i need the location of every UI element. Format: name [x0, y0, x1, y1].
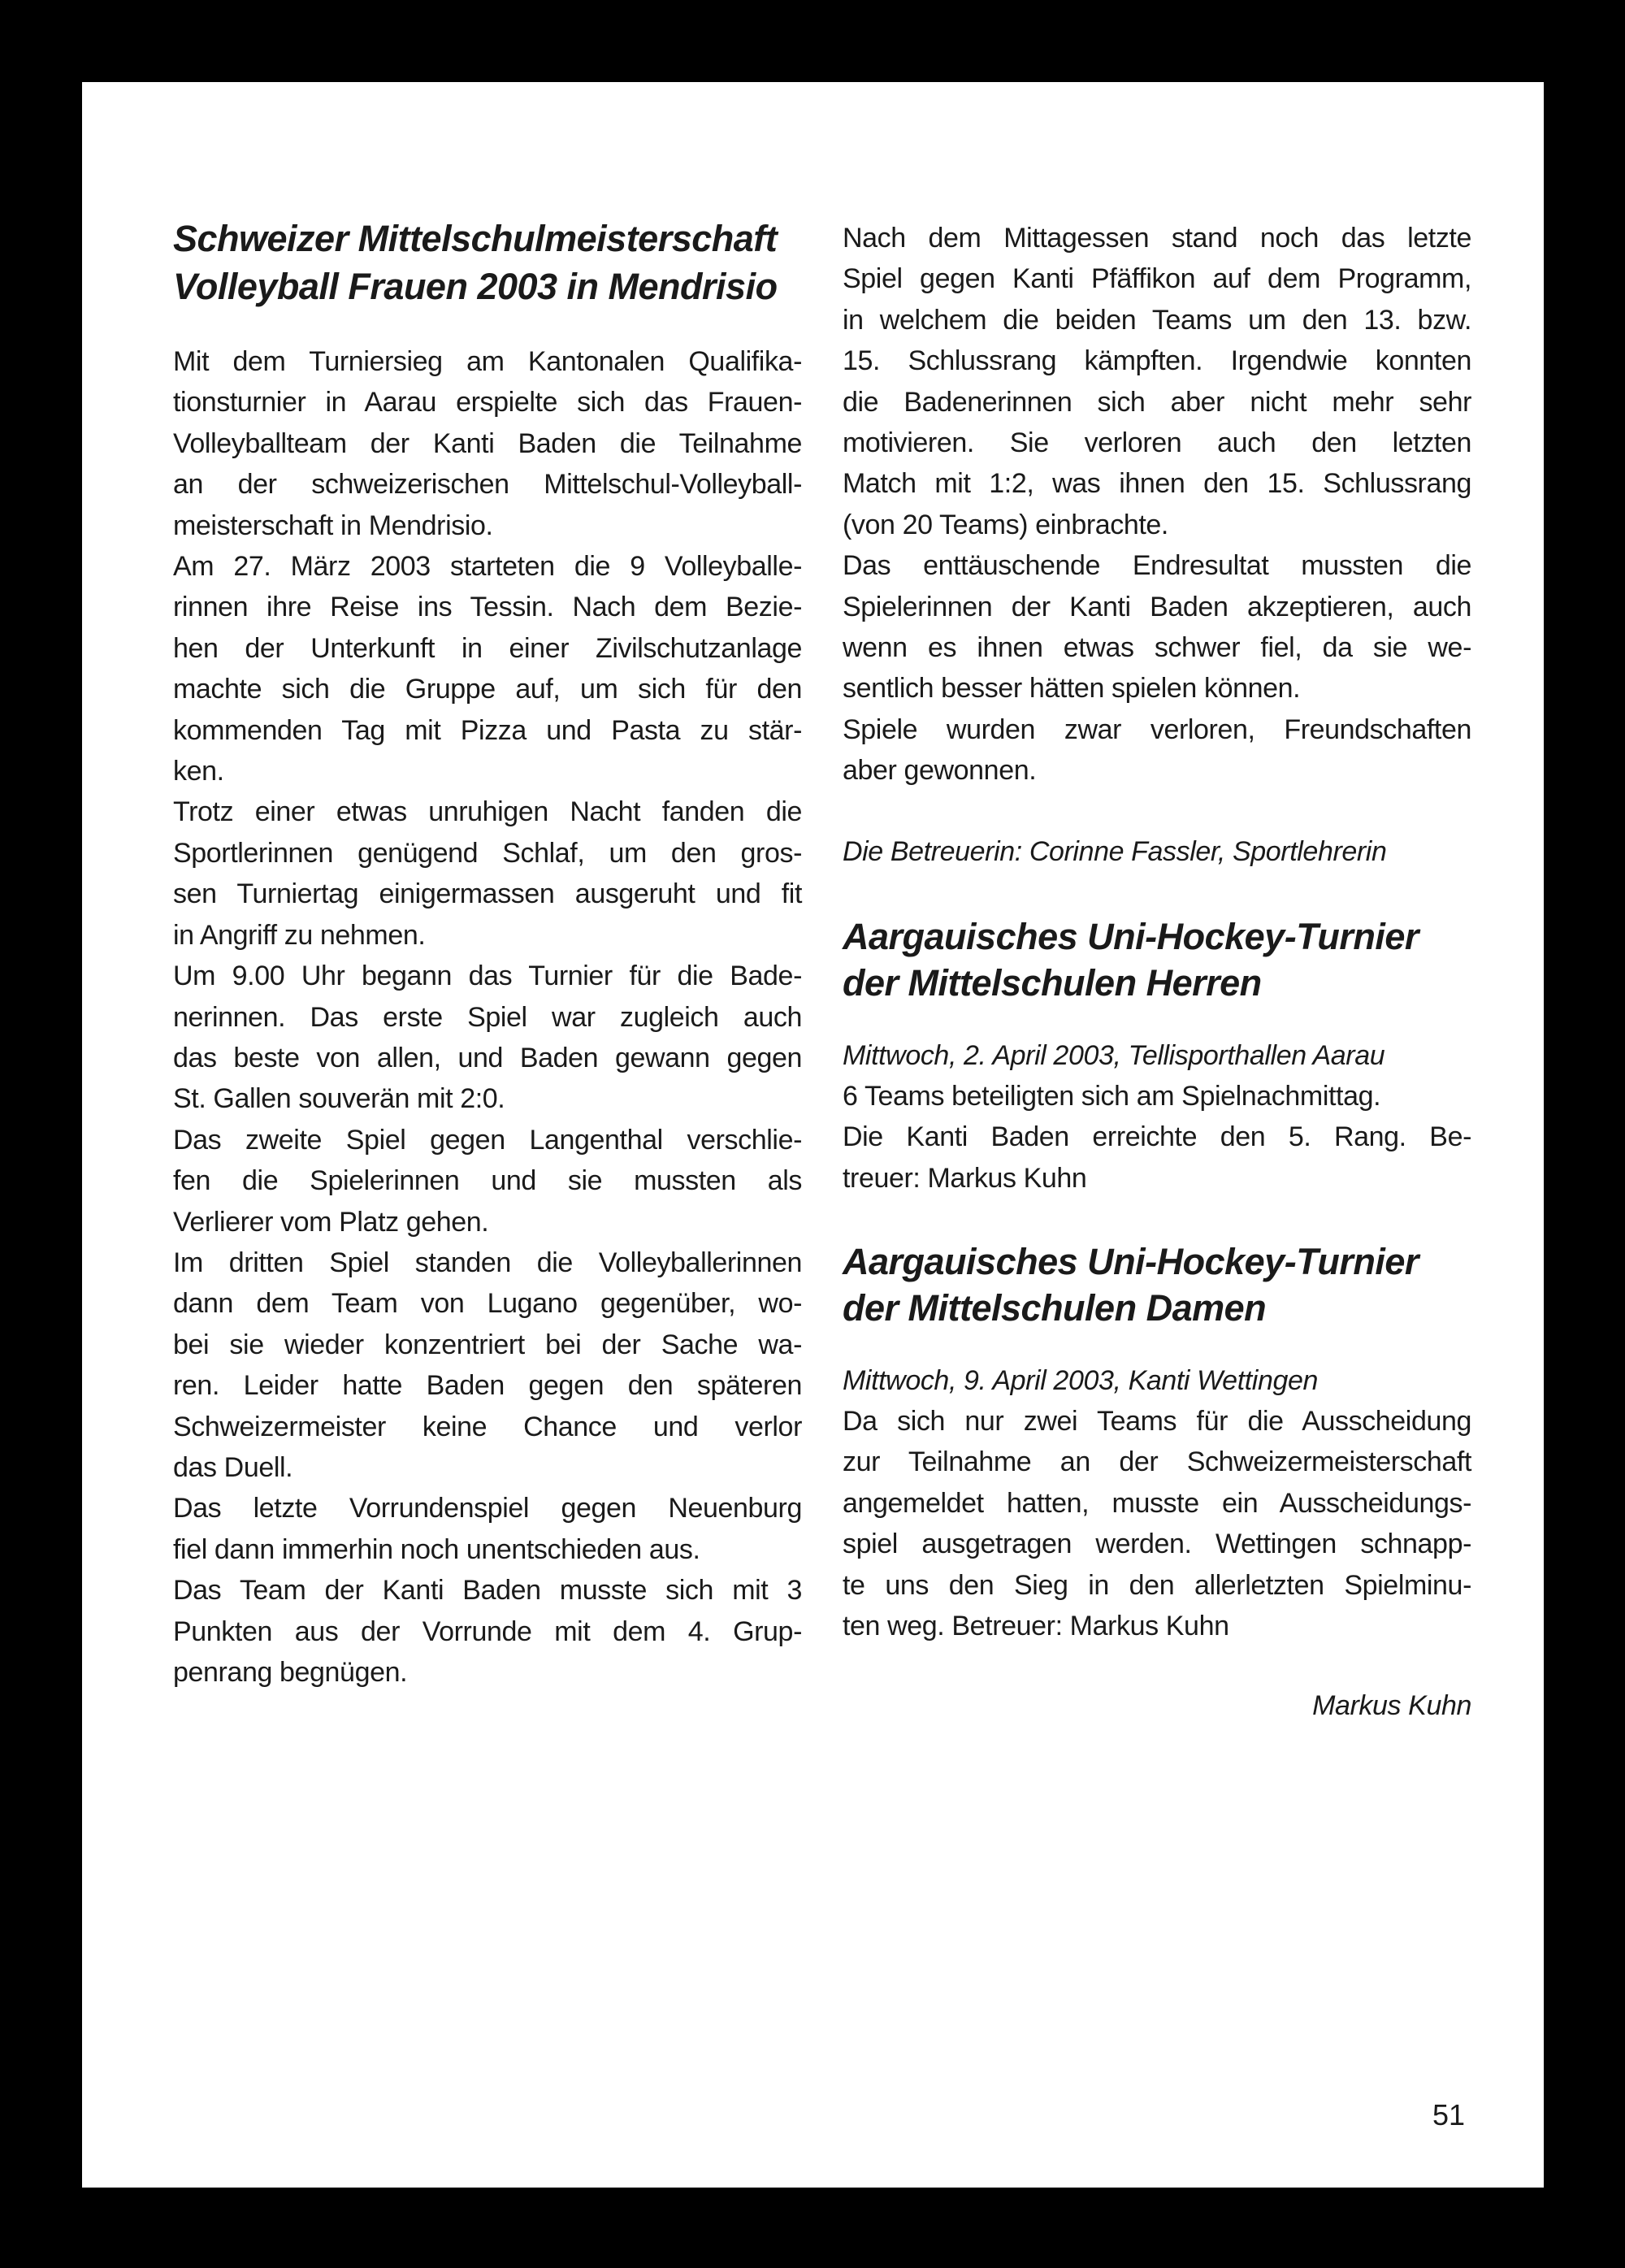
text-line: an der schweizerischen Mittelschul-Volleyball-	[173, 469, 802, 501]
text-line: zur Teilnahme an der Schweizermeisterschaft	[843, 1446, 1471, 1478]
text-line: aber gewonnen.	[843, 755, 1037, 787]
text-line: Sportlerinnen genügend Schlaf, um den gros-	[173, 837, 802, 869]
text-line: sen Turniertag einigermassen ausgeruht und fit	[173, 878, 802, 910]
text-line: penrang begnügen.	[173, 1657, 408, 1688]
text-line: ten weg. Betreuer: Markus Kuhn	[843, 1611, 1229, 1642]
title-line: der Mittelschulen Damen	[843, 1287, 1267, 1329]
text-line: sentlich besser hätten spielen können.	[843, 673, 1301, 705]
text-line: Im dritten Spiel standen die Volleyballerinnen	[173, 1247, 802, 1278]
article3-signature: Markus Kuhn	[1312, 1690, 1471, 1721]
article2-body	[843, 1076, 1471, 1199]
text-line: angemeldet hatten, musste ein Ausscheidungs-	[843, 1487, 1471, 1519]
text-line: fen die Spielerinnen und sie mussten als	[173, 1165, 802, 1197]
text-line: Das Team der Kanti Baden musste sich mit 3	[173, 1575, 802, 1607]
text-line: hen der Unterkunft in einer Zivilschutzanlage	[173, 632, 802, 664]
text-line: 6 Teams beteiligten sich am Spielnachmittag.	[843, 1081, 1381, 1112]
title-line: Aargauisches Uni-Hockey-Turnier	[843, 916, 1419, 957]
text-line: kommenden Tag mit Pizza und Pasta zu stär-	[173, 714, 802, 746]
text-line: nerinnen. Das erste Spiel war zugleich auch	[173, 1001, 802, 1033]
text-line: Das enttäuschende Endresultat mussten die	[843, 550, 1471, 582]
text-line: ren. Leider hatte Baden gegen den späteren	[173, 1370, 802, 1402]
text-line: Die Kanti Baden erreichte den 5. Rang. Be-	[843, 1121, 1471, 1153]
text-line: Volleyballteam der Kanti Baden die Teilnahme	[173, 427, 802, 459]
title-line: Volleyball Frauen 2003 in Mendrisio	[173, 266, 778, 307]
text-line: Am 27. März 2003 starteten die 9 Volleyballe-	[173, 551, 802, 583]
page-number: 51	[1432, 2098, 1465, 2131]
text-line: spiel ausgetragen werden. Wettingen schnapp-	[843, 1529, 1471, 1560]
article3-body	[843, 1401, 1471, 1646]
text-line: te uns den Sieg in den allerletzten Spielminu-	[843, 1569, 1471, 1601]
text-line: (von 20 Teams) einbrachte.	[843, 509, 1168, 540]
text-line: Trotz einer etwas unruhigen Nacht fanden die	[173, 796, 802, 828]
article1-body-left	[173, 341, 802, 1693]
text-line: Spielerinnen der Kanti Baden akzeptieren, auch	[843, 591, 1471, 622]
text-line: bei sie wieder konzentriert bei der Sache wa-	[173, 1329, 802, 1360]
text-line: Spiel gegen Kanti Pfäffikon auf dem Programm,	[843, 263, 1471, 295]
text-line: Da sich nur zwei Teams für die Ausscheidung	[843, 1406, 1471, 1437]
article2-dateline: Mittwoch, 2. April 2003, Tellisporthallen Aarau	[843, 1040, 1385, 1071]
text-line: die Badenerinnen sich aber nicht mehr sehr	[843, 386, 1471, 418]
text-line: Verlierer vom Platz gehen.	[173, 1206, 489, 1238]
text-line: tionsturnier in Aarau erspielte sich das Frauen-	[173, 387, 802, 418]
text-line: Mit dem Turniersieg am Kantonalen Qualifika-	[173, 346, 802, 377]
title-line: Schweizer Mittelschulmeisterschaft	[173, 218, 778, 259]
article1-signature: Die Betreuerin: Corinne Fassler, Sportlehrerin	[843, 836, 1387, 867]
text-line: Schweizermeister keine Chance und verlor	[173, 1411, 802, 1442]
text-line: dann dem Team von Lugano gegenüber, wo-	[173, 1288, 802, 1320]
article3-dateline: Mittwoch, 9. April 2003, Kanti Wettingen	[843, 1365, 1318, 1396]
text-line: 15. Schlussrang kämpften. Irgendwie konnten	[843, 345, 1471, 377]
text-line: Punkten aus der Vorrunde mit dem 4. Grup-	[173, 1615, 802, 1647]
text-line: Um 9.00 Uhr begann das Turnier für die Bade-	[173, 961, 802, 992]
text-line: meisterschaft in Mendrisio.	[173, 510, 493, 541]
text-line: das Duell.	[173, 1451, 293, 1483]
text-line: motivieren. Sie verloren auch den letzten	[843, 427, 1471, 459]
text-line: St. Gallen souverän mit 2:0.	[173, 1083, 505, 1115]
article1-body-right	[843, 218, 1471, 791]
text-line: treuer: Markus Kuhn	[843, 1162, 1087, 1194]
text-line: in welchem die beiden Teams um den 13. bzw.	[843, 304, 1471, 336]
text-line: machte sich die Gruppe auf, um sich für den	[173, 674, 802, 705]
text-line: in Angriff zu nehmen.	[173, 919, 426, 951]
text-line: fiel dann immerhin noch unentschieden aus.	[173, 1533, 700, 1565]
text-line: ken.	[173, 756, 224, 787]
text-line: Nach dem Mittagessen stand noch das letzte	[843, 223, 1471, 254]
article2-title	[843, 913, 1471, 1006]
text-line: Spiele wurden zwar verloren, Freundschaften	[843, 713, 1471, 745]
text-line: das beste von allen, und Baden gewann gegen	[173, 1042, 802, 1073]
article3-title	[843, 1238, 1471, 1331]
text-line: Das zweite Spiel gegen Langenthal verschlie-	[173, 1124, 802, 1156]
title-line: Aargauisches Uni-Hockey-Turnier	[843, 1241, 1419, 1282]
text-line: Match mit 1:2, was ihnen den 15. Schlussrang	[843, 468, 1471, 500]
article1-title	[173, 215, 802, 310]
text-line: Das letzte Vorrundenspiel gegen Neuenburg	[173, 1493, 802, 1524]
text-line: rinnen ihre Reise ins Tessin. Nach dem Bezie-	[173, 592, 802, 623]
text-line: wenn es ihnen etwas schwer fiel, da sie we-	[843, 632, 1471, 664]
title-line: der Mittelschulen Herren	[843, 962, 1262, 1004]
